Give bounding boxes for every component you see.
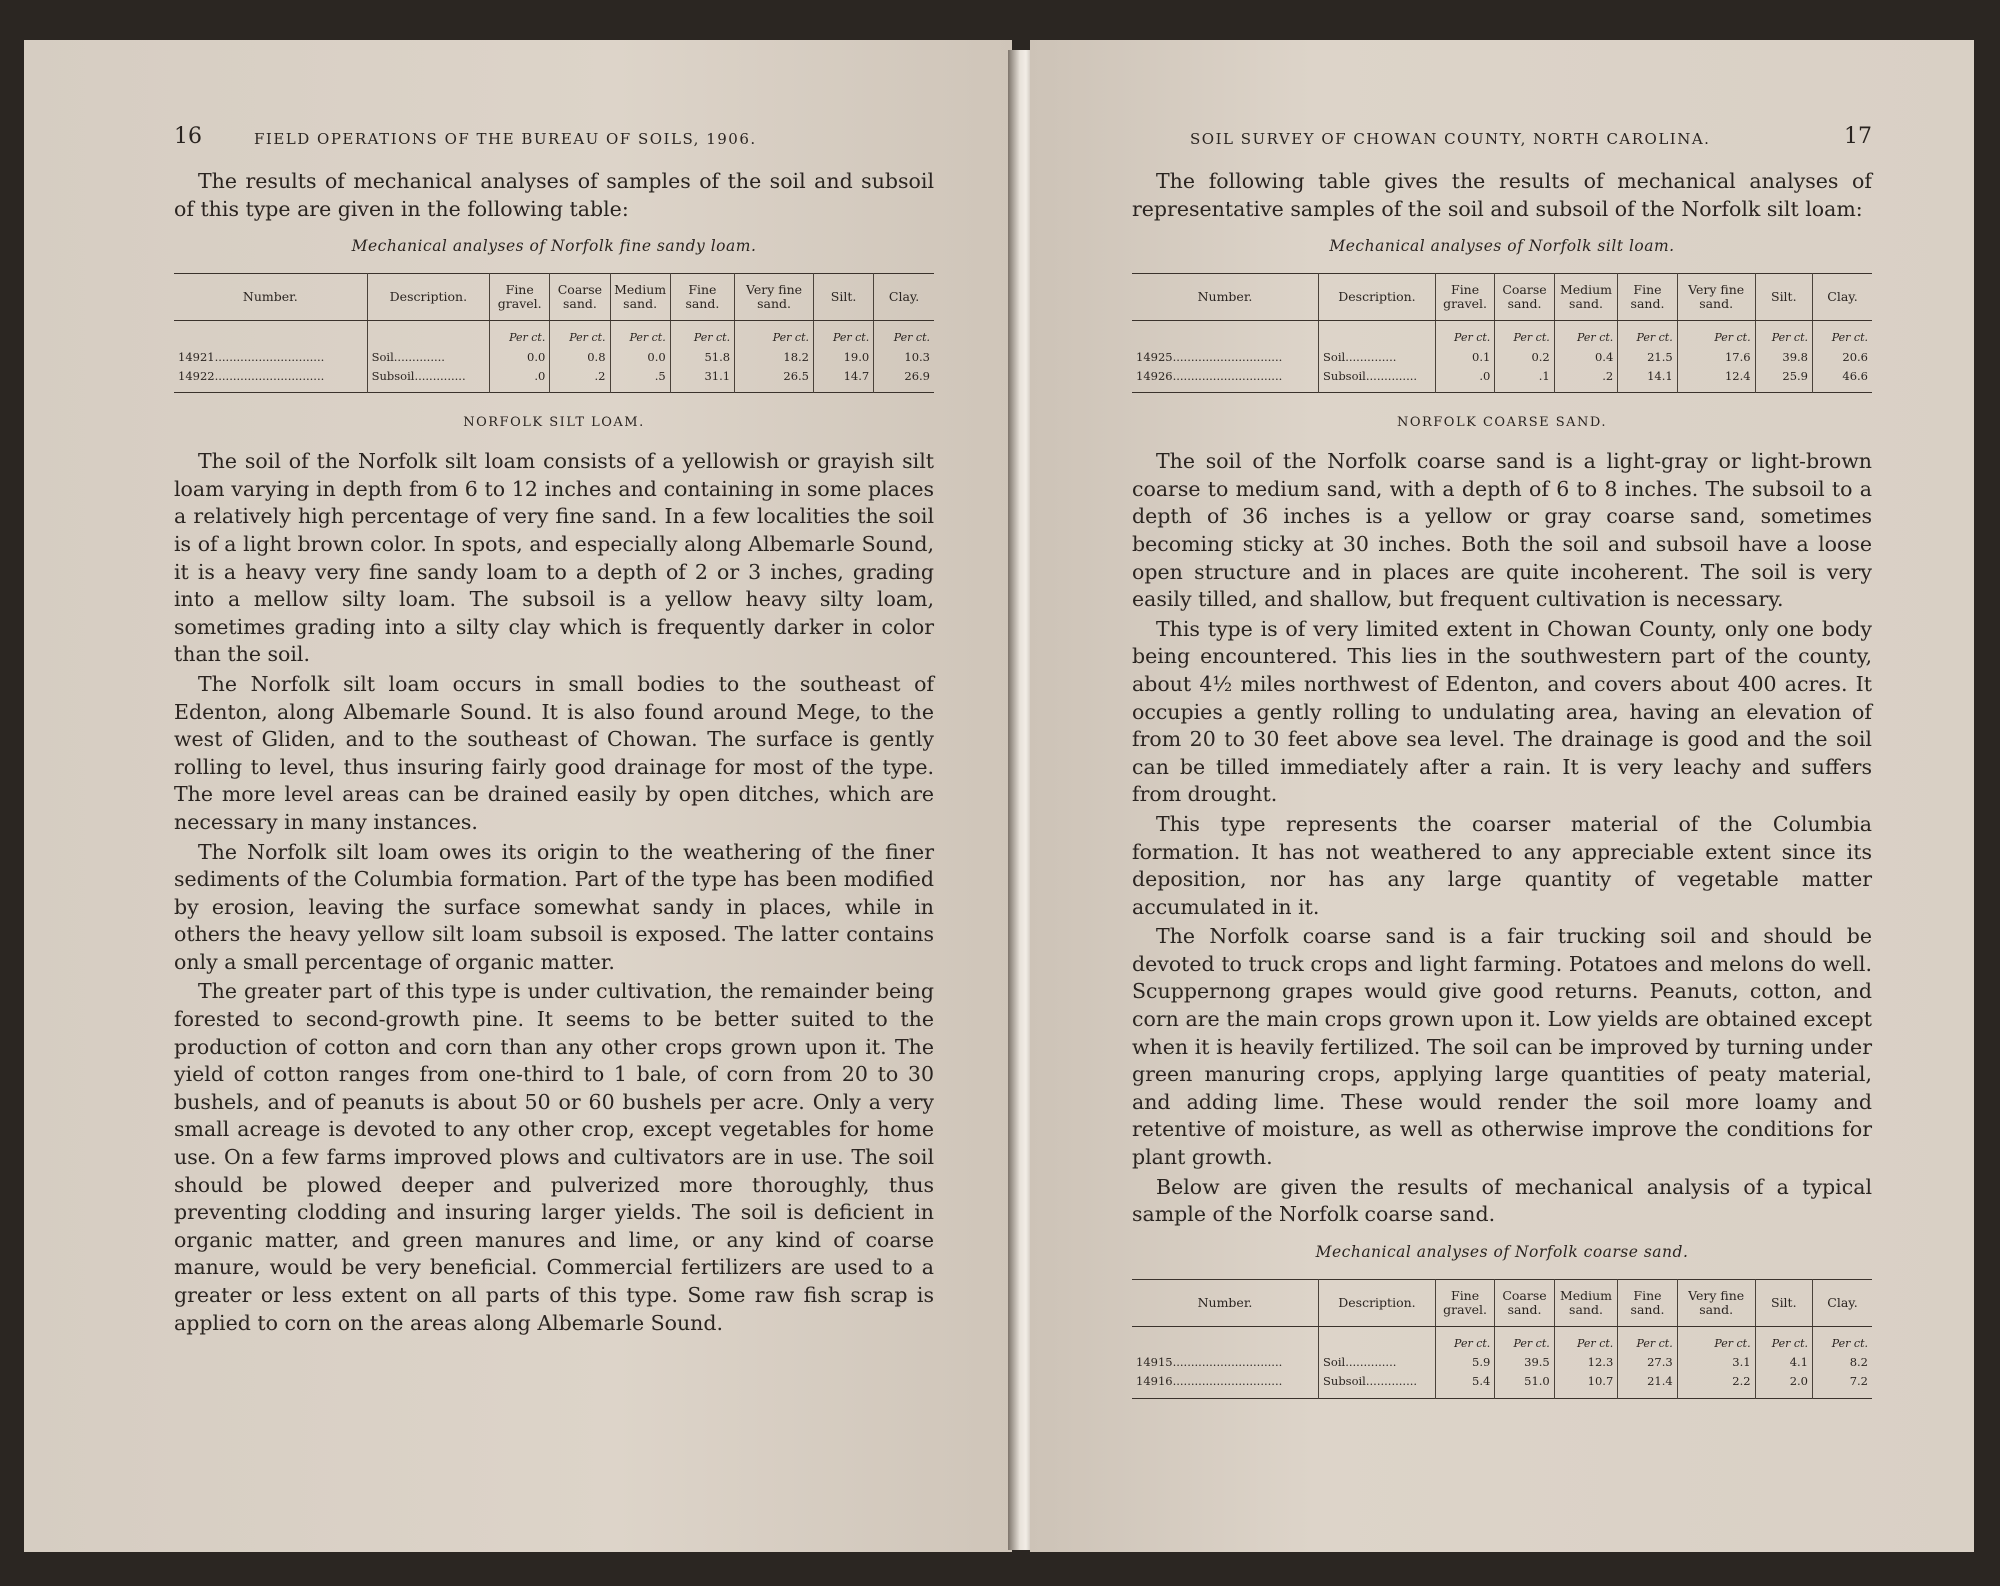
header-cell: Number. bbox=[1132, 274, 1319, 321]
left-page bbox=[24, 40, 1012, 1552]
right-paragraph: The Norfolk coarse sand is a fair trucking soil and should be devoted to truck crops and light farming. Potatoes and melons do well. Scuppernong grapes would give good returns. Peanuts, cotton, and corn are the main crops grown upon it. Low yields are obtained except when it is heavily fertilized. The soil can be improved by turning under green manuring crops, applying large quantities of peaty material, and adding lime. These would render the soil more loamy and retentive of moisture, as well as otherwise improve the conditions for plant growth. bbox=[1132, 924, 1872, 1170]
unit-cell bbox=[367, 321, 490, 348]
unit-cell: Per ct. bbox=[1812, 321, 1872, 348]
left-paragraph: The greater part of this type is under cultivation, the remainder being forested to second-growth pine. It seems to be better suited to the production of cotton and corn than any other crops grown upon it. The yield of cotton ranges from one-third to 1 bale, of corn from 20 to 30 bushels, and of peanuts is about 50 or 60 bushels per acre. Only a very small acreage is devoted to any other crop, except vegetables for home use. On a few farms improved plows and cultivators are in use. The soil should be plowed deeper and pulverized more thoroughly, thus preventing clodding and insuring larger yields. The soil is deficient in organic matter, and green manures and lime, or any kind of coarse manure, would be very beneficial. Commercial fertilizers are used to a greater or less extent on all parts of this type. Some raw fish scrap is applied to corn on the areas along Albemarle Sound. bbox=[174, 979, 934, 1335]
unit-cell: Per ct. bbox=[1755, 321, 1812, 348]
header-cell: Fine sand. bbox=[1618, 1279, 1677, 1326]
header-cell: Coarse sand. bbox=[550, 274, 610, 321]
value-cell: 21.5 bbox=[1618, 347, 1677, 366]
sample-number-cell: 14922.............................. bbox=[178, 368, 325, 383]
right-running-head bbox=[1132, 124, 1872, 168]
header-cell: Number. bbox=[1132, 1279, 1319, 1326]
value-cell: .2 bbox=[1554, 366, 1618, 393]
value-cell: 14.1 bbox=[1618, 366, 1677, 393]
unit-cell: Per ct. bbox=[670, 321, 734, 348]
value-cell: 5.9 bbox=[1435, 1353, 1494, 1372]
left-paragraph: The Norfolk silt loam owes its origin to the weathering of the finer sediments of the Columbia formation. Part of the type has been modified by erosion, leaving the surface somewhat sandy in places, while in others the heavy yellow silt loam subsoil is exposed. The latter contains only a small percentage of organic matter. bbox=[174, 839, 934, 974]
header-cell: Description. bbox=[1319, 1279, 1436, 1326]
value-cell: 0.8 bbox=[550, 347, 610, 366]
value-cell: .1 bbox=[1495, 366, 1554, 393]
value-cell: 0.2 bbox=[1495, 347, 1554, 366]
left-page-number: 16 bbox=[174, 124, 202, 149]
description-cell: Subsoil.............. bbox=[1319, 366, 1436, 393]
header-cell: Clay. bbox=[1812, 274, 1872, 321]
value-cell: .0 bbox=[490, 366, 550, 393]
unit-cell bbox=[1319, 321, 1436, 348]
right-intro-paragraph: The following table gives the results of mechanical analyses of representative samples of the soil and subsoil of the Norfolk silt loam: bbox=[1132, 169, 1872, 221]
header-cell: Silt. bbox=[1755, 1279, 1812, 1326]
value-cell: 51.8 bbox=[670, 347, 734, 366]
description-cell: Soil.............. bbox=[1319, 347, 1436, 366]
table-header-row bbox=[1132, 1279, 1872, 1326]
table-header-row bbox=[1132, 274, 1872, 321]
value-cell: 0.0 bbox=[610, 347, 670, 366]
table-row bbox=[1132, 1353, 1872, 1372]
left-paragraph: The Norfolk silt loam occurs in small bodies to the southeast of Edenton, along Albemarle Sound. It is also found around Mege, to the west of Gliden, and to the southeast of Chowan. The surface is gently rolling to level, thus insuring fairly good drainage for most of the type. The more level areas can be drained easily by open ditches, which are necessary in many instances. bbox=[174, 671, 934, 834]
table-row bbox=[1132, 366, 1872, 393]
value-cell: 3.1 bbox=[1677, 1353, 1755, 1372]
value-cell: 14.7 bbox=[813, 366, 873, 393]
value-cell: 10.7 bbox=[1554, 1372, 1618, 1399]
book-spread bbox=[18, 40, 1980, 1570]
value-cell: 10.3 bbox=[874, 347, 934, 366]
table-header-row bbox=[174, 274, 934, 321]
right-page-number: 17 bbox=[1844, 124, 1872, 149]
value-cell: 51.0 bbox=[1495, 1372, 1554, 1399]
table-row bbox=[1132, 1372, 1872, 1399]
unit-cell: Per ct. bbox=[1618, 321, 1677, 348]
unit-cell: Per ct. bbox=[1677, 1326, 1755, 1353]
unit-cell: Per ct. bbox=[550, 321, 610, 348]
unit-cell: Per ct. bbox=[1755, 1326, 1812, 1353]
right-paragraph: This type represents the coarser material of the Columbia formation. It has not weathered to any appreciable extent since its deposition, nor has any large quantity of vegetable matter accumulated in it. bbox=[1132, 811, 1872, 919]
unit-cell: Per ct. bbox=[874, 321, 934, 348]
value-cell: 31.1 bbox=[670, 366, 734, 393]
value-cell: 2.2 bbox=[1677, 1372, 1755, 1399]
right-analysis-table-2 bbox=[1132, 1279, 1872, 1399]
right-page-content bbox=[1132, 124, 1872, 1399]
header-cell: Medium sand. bbox=[1554, 274, 1618, 321]
value-cell: 25.9 bbox=[1755, 366, 1812, 393]
header-cell: Fine gravel. bbox=[1435, 1279, 1494, 1326]
unit-cell: Per ct. bbox=[813, 321, 873, 348]
unit-cell: Per ct. bbox=[1812, 1326, 1872, 1353]
right-paragraph: The soil of the Norfolk coarse sand is a light-gray or light-brown coarse to medium sand, with a depth of 6 to 8 inches. The subsoil to a depth of 36 inches is a yellow or gray coarse sand, sometimes becoming sticky at 30 inches. Both the soil and subsoil have a loose open structure and in places are quite incoherent. The soil is very easily tilled, and shallow, but frequent cultivation is necessary. bbox=[1132, 449, 1872, 612]
header-cell: Silt. bbox=[813, 274, 873, 321]
value-cell: 2.0 bbox=[1755, 1372, 1812, 1399]
unit-cell bbox=[1319, 1326, 1436, 1353]
value-cell: 21.4 bbox=[1618, 1372, 1677, 1399]
header-cell: Fine sand. bbox=[1618, 274, 1677, 321]
unit-cell bbox=[174, 321, 367, 348]
left-section-title: NORFOLK SILT LOAM. bbox=[463, 415, 645, 431]
value-cell: 0.0 bbox=[490, 347, 550, 366]
left-running-title: FIELD OPERATIONS OF THE BUREAU OF SOILS, 1906. bbox=[254, 130, 757, 148]
header-cell: Number. bbox=[174, 274, 367, 321]
unit-cell: Per ct. bbox=[1435, 321, 1494, 348]
header-cell: Medium sand. bbox=[610, 274, 670, 321]
value-cell: 4.1 bbox=[1755, 1353, 1812, 1372]
description-cell: Soil.............. bbox=[1319, 1353, 1436, 1372]
header-cell: Silt. bbox=[1755, 274, 1812, 321]
table-row bbox=[1132, 347, 1872, 366]
value-cell: .5 bbox=[610, 366, 670, 393]
value-cell: 12.4 bbox=[1677, 366, 1755, 393]
left-page-content bbox=[174, 124, 934, 1339]
value-cell: 18.2 bbox=[735, 347, 814, 366]
left-paragraph: The soil of the Norfolk silt loam consists of a yellowish or grayish silt loam varying in depth from 6 to 12 inches and containing in some places a relatively high percentage of very fine sand. In a few localities the soil is of a light brown color. In spots, and especially along Albemarle Sound, it is a heavy very fine sandy loam to a depth of 2 or 3 inches, grading into a mellow silty loam. The subsoil is a yellow heavy silty loam, sometimes grading into a silty clay which is frequently darker in color than the soil. bbox=[174, 449, 934, 667]
value-cell: 26.9 bbox=[874, 366, 934, 393]
unit-cell: Per ct. bbox=[1554, 1326, 1618, 1353]
value-cell: 26.5 bbox=[735, 366, 814, 393]
unit-cell: Per ct. bbox=[735, 321, 814, 348]
unit-cell: Per ct. bbox=[1677, 321, 1755, 348]
unit-cell: Per ct. bbox=[1435, 1326, 1494, 1353]
header-cell: Very fine sand. bbox=[735, 274, 814, 321]
value-cell: 7.2 bbox=[1812, 1372, 1872, 1399]
value-cell: 46.6 bbox=[1812, 366, 1872, 393]
header-cell: Clay. bbox=[874, 274, 934, 321]
header-cell: Clay. bbox=[1812, 1279, 1872, 1326]
value-cell: 5.4 bbox=[1435, 1372, 1494, 1399]
table-row bbox=[174, 347, 934, 366]
table-row bbox=[174, 366, 934, 393]
left-analysis-table bbox=[174, 273, 934, 393]
right-analysis-table bbox=[1132, 273, 1872, 393]
units-row bbox=[174, 321, 934, 348]
unit-cell: Per ct. bbox=[490, 321, 550, 348]
value-cell: 17.6 bbox=[1677, 347, 1755, 366]
header-cell: Very fine sand. bbox=[1677, 1279, 1755, 1326]
header-cell: Description. bbox=[367, 274, 490, 321]
unit-cell: Per ct. bbox=[610, 321, 670, 348]
right-running-title: SOIL SURVEY OF CHOWAN COUNTY, NORTH CAROLINA. bbox=[1190, 130, 1711, 148]
header-cell: Very fine sand. bbox=[1677, 274, 1755, 321]
value-cell: .2 bbox=[550, 366, 610, 393]
value-cell: .0 bbox=[1435, 366, 1494, 393]
right-section-title: NORFOLK COARSE SAND. bbox=[1396, 415, 1608, 431]
description-cell: Subsoil.............. bbox=[1319, 1372, 1436, 1399]
unit-cell bbox=[1132, 1326, 1319, 1353]
right-table2-caption: Mechanical analyses of Norfolk coarse sand. bbox=[1315, 1242, 1689, 1261]
sample-number-cell: 14925.............................. bbox=[1136, 349, 1283, 364]
description-cell: Soil.............. bbox=[367, 347, 490, 366]
left-table-caption: Mechanical analyses of Norfolk fine sandy loam. bbox=[351, 237, 757, 256]
header-cell: Coarse sand. bbox=[1495, 1279, 1554, 1326]
unit-cell: Per ct. bbox=[1495, 1326, 1554, 1353]
sample-number-cell: 14921.............................. bbox=[178, 349, 325, 364]
right-paragraph: Below are given the results of mechanical analysis of a typical sample of the Norfolk coarse sand. bbox=[1132, 1174, 1872, 1227]
value-cell: 0.1 bbox=[1435, 347, 1494, 366]
header-cell: Fine gravel. bbox=[490, 274, 550, 321]
value-cell: 39.5 bbox=[1495, 1353, 1554, 1372]
sample-number-cell: 14915.............................. bbox=[1136, 1355, 1283, 1370]
left-running-head bbox=[174, 124, 934, 168]
sample-number-cell: 14926.............................. bbox=[1136, 368, 1283, 383]
description-cell: Subsoil.............. bbox=[367, 366, 490, 393]
units-row bbox=[1132, 1326, 1872, 1353]
sample-number-cell: 14916.............................. bbox=[1136, 1374, 1283, 1389]
unit-cell: Per ct. bbox=[1495, 321, 1554, 348]
value-cell: 12.3 bbox=[1554, 1353, 1618, 1372]
value-cell: 8.2 bbox=[1812, 1353, 1872, 1372]
header-cell: Medium sand. bbox=[1554, 1279, 1618, 1326]
unit-cell bbox=[1132, 321, 1319, 348]
value-cell: 19.0 bbox=[813, 347, 873, 366]
header-cell: Description. bbox=[1319, 274, 1436, 321]
right-paragraph: This type is of very limited extent in Chowan County, only one body being encountered. This lies in the southwestern part of the county, about 4½ miles northwest of Edenton, and covers about 400 acres. It occupies a gently rolling to undulating area, having an elevation of from 20 to 30 feet above sea level. The drainage is good and the soil can be tilled immediately after a rain. It is very leachy and suffers from drought. bbox=[1132, 616, 1872, 807]
value-cell: 39.8 bbox=[1755, 347, 1812, 366]
header-cell: Fine sand. bbox=[670, 274, 734, 321]
unit-cell: Per ct. bbox=[1618, 1326, 1677, 1353]
right-page bbox=[1030, 40, 1974, 1552]
value-cell: 27.3 bbox=[1618, 1353, 1677, 1372]
unit-cell: Per ct. bbox=[1554, 321, 1618, 348]
header-cell: Coarse sand. bbox=[1495, 274, 1554, 321]
header-cell: Fine gravel. bbox=[1435, 274, 1494, 321]
value-cell: 20.6 bbox=[1812, 347, 1872, 366]
units-row bbox=[1132, 321, 1872, 348]
value-cell: 0.4 bbox=[1554, 347, 1618, 366]
right-table-caption: Mechanical analyses of Norfolk silt loam. bbox=[1329, 237, 1675, 256]
left-intro-paragraph: The results of mechanical analyses of samples of the soil and subsoil of this type are given in the following table: bbox=[174, 169, 934, 221]
